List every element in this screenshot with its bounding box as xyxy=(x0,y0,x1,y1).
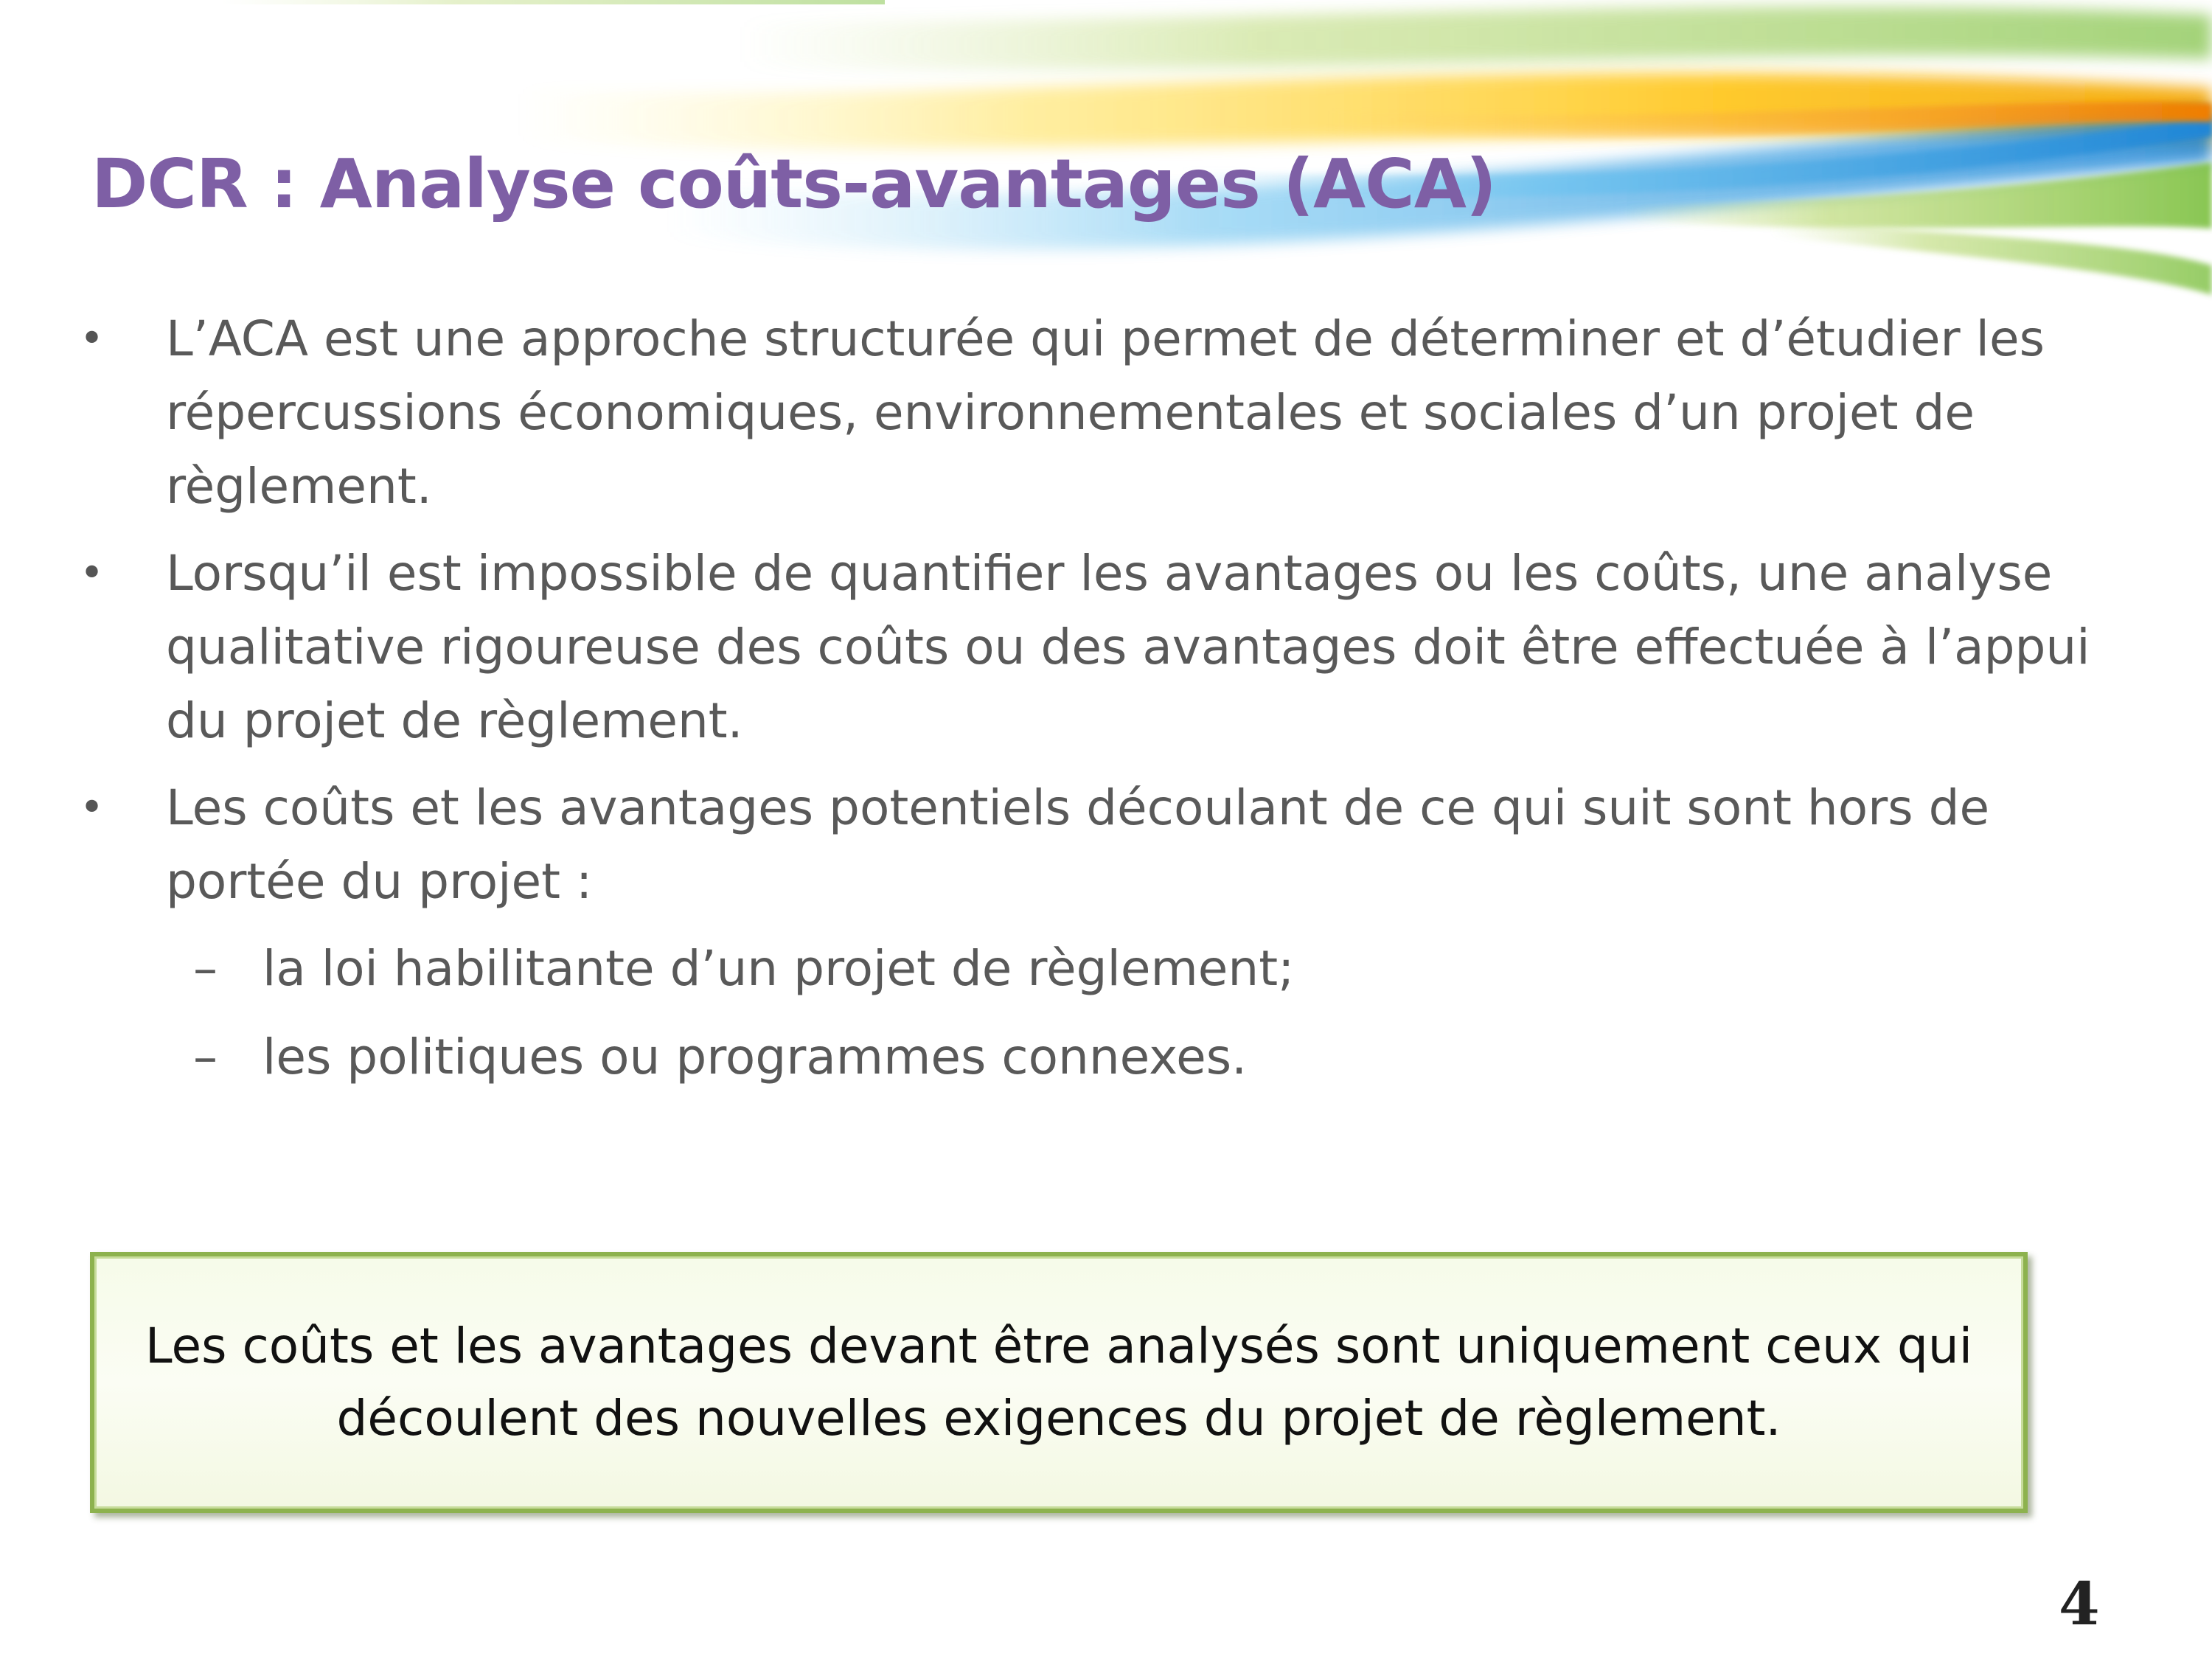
slide-title: DCR : Analyse coûts-avantages (ACA) xyxy=(91,145,1496,223)
bullet-list xyxy=(0,302,2212,1109)
bullet-dot-icon: • xyxy=(80,784,105,832)
dash-icon: – xyxy=(193,1029,218,1085)
bullet-item xyxy=(0,537,2212,758)
bullet-text: L’ACA est une approche structurée qui permet de déterminer et d’étudier les répercussions économiques, environnementales et sociales d’un projet de règlement. xyxy=(166,310,2045,515)
bullet-item xyxy=(0,302,2212,524)
sub-bullet-item xyxy=(0,932,2212,1006)
bullet-dot-icon: • xyxy=(80,315,105,363)
page-number: 4 xyxy=(2059,1569,2100,1638)
sub-bullet-item xyxy=(0,1020,2212,1094)
bullet-dot-icon: • xyxy=(80,549,105,597)
callout-text: Les coûts et les avantages devant être analysés sont uniquement ceux qui découlent des nouvelles exigences du projet de règlement. xyxy=(145,1318,1973,1447)
dash-icon: – xyxy=(193,940,218,997)
sub-bullet-text: les politiques ou programmes connexes. xyxy=(262,1029,1248,1085)
bullet-text: Les coûts et les avantages potentiels découlant de ce qui suit sont hors de portée du projet : xyxy=(166,779,1990,910)
callout-box xyxy=(90,1252,2028,1513)
sub-bullet-text: la loi habilitante d’un projet de règlement; xyxy=(262,940,1295,997)
bullet-item xyxy=(0,771,2212,919)
bullet-text: Lorsqu’il est impossible de quantifier les avantages ou les coûts, une analyse qualitative rigoureuse des coûts ou des avantages doit être effectuée à l’appui du projet de règlement. xyxy=(166,545,2090,749)
